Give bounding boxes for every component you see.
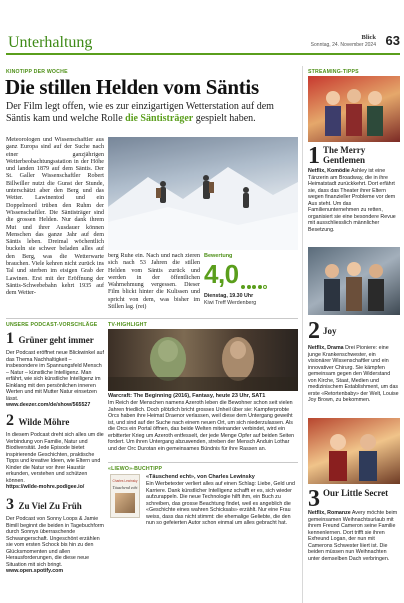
book-cover-title: Täuschend echt xyxy=(112,485,138,490)
feature-kicker: KINOTIPP DER WOCHE xyxy=(6,69,68,75)
streaming-meta: Netflix, Romanze xyxy=(308,510,351,516)
rating-dot-filled xyxy=(241,285,245,289)
podcast-link[interactable]: www.open.spotify.com xyxy=(6,568,64,574)
tv-caption-text: Im Reich der Menschen namens Azeroth leben die Bewohner schon seit vielen Jahren friedlich. Doch plötzlich bricht grosses Unheil über sie: Kampferprobte Orcs haben ihre Heimat Draenor verlassen, weil diese dem Untergang geweiht ist, und sind auf der Suche nach einem neuen Ort, um sich niederzulassen. Als die Orcs ein Portal öffnen, das beide Welten miteinander verbindet, wird ein erbitterter Krieg um Azeroth entfesselt, der jede Menge Opfer auf beiden Seiten fordert. Um ihren Untergang abzuwenden, streben der Mensch Anduin Lothar und der Orc Durotan ein gemeinsames Bündnis für ihre Rassen an. xyxy=(108,400,295,452)
streaming-description: Ashley ist eine Tänzerin am Broadway, die in ihre Heimatstadt zurückkehrt. Dort erfährt sie, dass das Theater ihrer Eltern wegen finanzieller Probleme vor dem Aus steht. Um das Familienunternehmen zu retten, organisiert sie eine besondere Revue mit ausschliesslich männlicher Besetzung. xyxy=(308,168,396,233)
book-cover-art xyxy=(115,493,135,513)
rating-value: 4,0 xyxy=(204,259,239,289)
brand-label: Blick xyxy=(361,34,376,41)
rating-dot-filled xyxy=(252,285,256,289)
streaming-number: 1 xyxy=(308,143,320,169)
podcast-item xyxy=(6,412,104,491)
podcast-number: 3 xyxy=(6,496,14,513)
tv-divider xyxy=(108,462,298,463)
lead-text: Der Film legt offen, wie es zur einzigartigen Wetterstation auf dem Säntis kam und welche Rolle xyxy=(6,101,274,125)
streaming-title: The Merry Gentlemen xyxy=(323,145,366,165)
feature-body-col2: berg Ruhe ein. Nach und nach zieren sich nach 53 Jahren die stillen Helden vom Säntis zurück und werden in der öffentlichen Wahrnehmung vergessen. Dieser Film blickt hinter die Kulissen und spricht von dem, was bisher im Stillen lag. (rei) xyxy=(108,253,200,311)
podcast-item xyxy=(6,496,104,575)
column-divider xyxy=(302,66,303,603)
streaming-title: Joy xyxy=(323,326,337,336)
streaming-item xyxy=(308,320,400,404)
snow-scene-illustration xyxy=(108,137,298,250)
rating-dots xyxy=(241,276,271,282)
section-title: Unterhaltung xyxy=(8,34,93,51)
podcast-description: Der Podcast von Sonny Loops & Jamie Bimill beginnt die beiden in Tagebuchform durch Sonnys überraschende Schwangerschaft. Ungeschönt erzählen sie vom ersten Schock bis hin zu den Glücksmomenten und allen Herausforderungen, die diese neue Situation mit sich bringt. xyxy=(6,516,104,568)
page-number: 63 xyxy=(385,33,400,48)
joy-illustration xyxy=(308,247,400,315)
tv-kicker: TV-HIGHLIGHT xyxy=(108,322,147,328)
podcast-title: Wilde Möhre xyxy=(18,417,70,427)
book-text: Ein Werbetexter verliert alles auf einen Schlag: Liebe, Geld und Karriere. Dank künstlicher Intelligenz schafft er es, sich wieder aufzurappeln. Die neue Technologie hilft ihm, ein Buch zu schreiben, das grosse Beachtung findet, weil es angeblich die «Geschichte eines wahren Schicksals» erzählt. Nur eine Frau weiss, dass das nicht stimmt: die ehemalige Geliebte, die den nun so gefeierten Autor schon einmal um alles gebracht hat. xyxy=(146,481,295,526)
podcast-number: 1 xyxy=(6,330,14,347)
streaming-kicker: STREAMING-TIPPS xyxy=(308,69,359,75)
streaming-item xyxy=(308,488,400,562)
podcast-description: Der Podcast eröffnet neue Blickwinkel auf das Thema Nachhaltigkeit – insbesondere im Spannungsfeld Mensch – Natur – künstliche Intelligenz. Man erfährt, wie sich künstliche Intelligenz im Einklang mit den persönlichen inneren Werten und mit Mutter Natur einsetzen lässt. xyxy=(6,350,104,402)
book-kicker: «LIEWO»-BUCHTIPP xyxy=(108,466,163,472)
streaming-number: 2 xyxy=(308,318,320,344)
streaming-description-wrap xyxy=(308,168,400,233)
streaming-description-wrap xyxy=(308,345,400,404)
podcast-list xyxy=(6,330,104,603)
podcast-link[interactable]: www.deezer.com/de/show/565527 xyxy=(6,402,91,408)
streaming-photo-1 xyxy=(308,76,400,142)
tv-caption-title: Warcraft: The Beginning (2016), Fantasy, heute 23 Uhr, SAT1 xyxy=(108,393,266,399)
lead-suffix: gespielt haben. xyxy=(193,113,256,125)
feature-headline: Die stillen Helden vom Säntis xyxy=(5,75,259,99)
streaming-number: 3 xyxy=(308,486,320,512)
feature-photo xyxy=(108,137,298,250)
streaming-item xyxy=(308,145,400,233)
feature-body-col1: Meteorologen und Wissenschaftler aus ganz Europa sind auf der Suche nach einer ganzjährigen Wetterbeobachtungsstation in der Höhe und landen 1879 auf dem Säntis. Der St. Galler Wissenschaftler Robert Billwiller nutzt die Gunst der Stunde, unterschätzt aber den Berg und das Wetter. Lawinentod und ein Doppelmord trüben den Ruhm der Wissenschaftler. Die Säntisträger sind die grossen Helden. Nur dank ihrem Mut und ihrer Ausdauer können Menschen das ganze Jahr auf dem Säntis leben. Dreimal wöchentlich buckeln sie schwer beladen alles auf den Berg, was die Wetterwarte brauchen. Viele kehren nicht zurück ins Tal und sterben im eisigen Grab der Lawinen. Erst mit der Eröffnung der Säntis-Schwebebahn kehrt 1935 auf dem Wetter- xyxy=(6,137,104,297)
screening-venue: Kiwi Treff Werdenberg xyxy=(204,300,257,306)
streaming-description: Avery möchte beim gemeinsamen Weihnachtsurlaub mit ihrem Freund Cameron seine Familie kennenlernen. Dort trifft sie ihren Exfreund Logan, der nun mit Camerons Schwester liiert ist. Die beiden müssen nun Weihnachten unter demselben Dach verbringen. xyxy=(308,510,398,562)
podcast-link[interactable]: https://wilde-mohre.podigee.io/ xyxy=(6,484,85,490)
podcast-title: Zu Viel Zu Früh xyxy=(18,501,82,511)
book-cover-author: Charles Lewinsky xyxy=(112,479,138,483)
lead-highlight: die Säntisträger xyxy=(125,113,194,125)
podcast-item xyxy=(6,330,104,409)
warcraft-still-illustration xyxy=(108,329,298,391)
podcasts-kicker: UNSERE PODCAST-VORSCHLÄGE xyxy=(6,322,98,328)
our-little-secret-illustration xyxy=(308,418,400,484)
rating-dot-filled xyxy=(258,285,262,289)
screening-time: Dienstag, 19.30 Uhr xyxy=(204,293,254,299)
podcast-description: In diesem Podcast dreht sich alles um die Verbindung von Familie, Natur und Biodiversität. Jede Episode bietet inspirierende Geschichten, praktische Tipps und kreative Ideen, wie Eltern und Kinder die Natur vor ihrer Haustür erkunden, verstehen und schützen können. xyxy=(6,432,104,484)
streaming-photo-2 xyxy=(308,247,400,315)
podcast-number: 2 xyxy=(6,412,14,429)
book-title: «Täuschend echt», von Charles Lewinsky xyxy=(146,474,255,480)
streaming-description: Drei Pioniere: eine junge Krankenschwester, ein visionärer Wissenschaftler und ein innovativer Chirurg. Sie kämpfen gemeinsam gegen den Widerstand von Kirche, Staat, Medien und medizinischem Establishment, um das erste «Retortenbaby» der Welt, Louise Joy Brown, zu bekommen. xyxy=(308,345,399,403)
streaming-description-wrap xyxy=(308,510,400,562)
page-header xyxy=(6,0,402,52)
rating-dot-filled xyxy=(247,285,251,289)
podcast-title: Grüner geht immer xyxy=(18,335,94,345)
feature-lead xyxy=(6,101,292,125)
streaming-title: Our Little Secret xyxy=(323,488,389,498)
rating-box xyxy=(204,253,298,315)
rating-label: Bewertung xyxy=(204,253,233,259)
feature-divider xyxy=(6,318,298,319)
header-rule xyxy=(6,53,400,55)
tv-photo xyxy=(108,329,298,391)
streaming-meta: Netflix, Komödie xyxy=(308,168,350,174)
merry-gentlemen-illustration xyxy=(308,76,400,142)
streaming-photo-3 xyxy=(308,418,400,484)
issue-date: Sonntag, 24. November 2024 xyxy=(310,42,376,48)
rating-dot-empty xyxy=(263,285,267,289)
streaming-meta: Netflix, Drama xyxy=(308,345,344,351)
book-cover xyxy=(110,474,140,518)
